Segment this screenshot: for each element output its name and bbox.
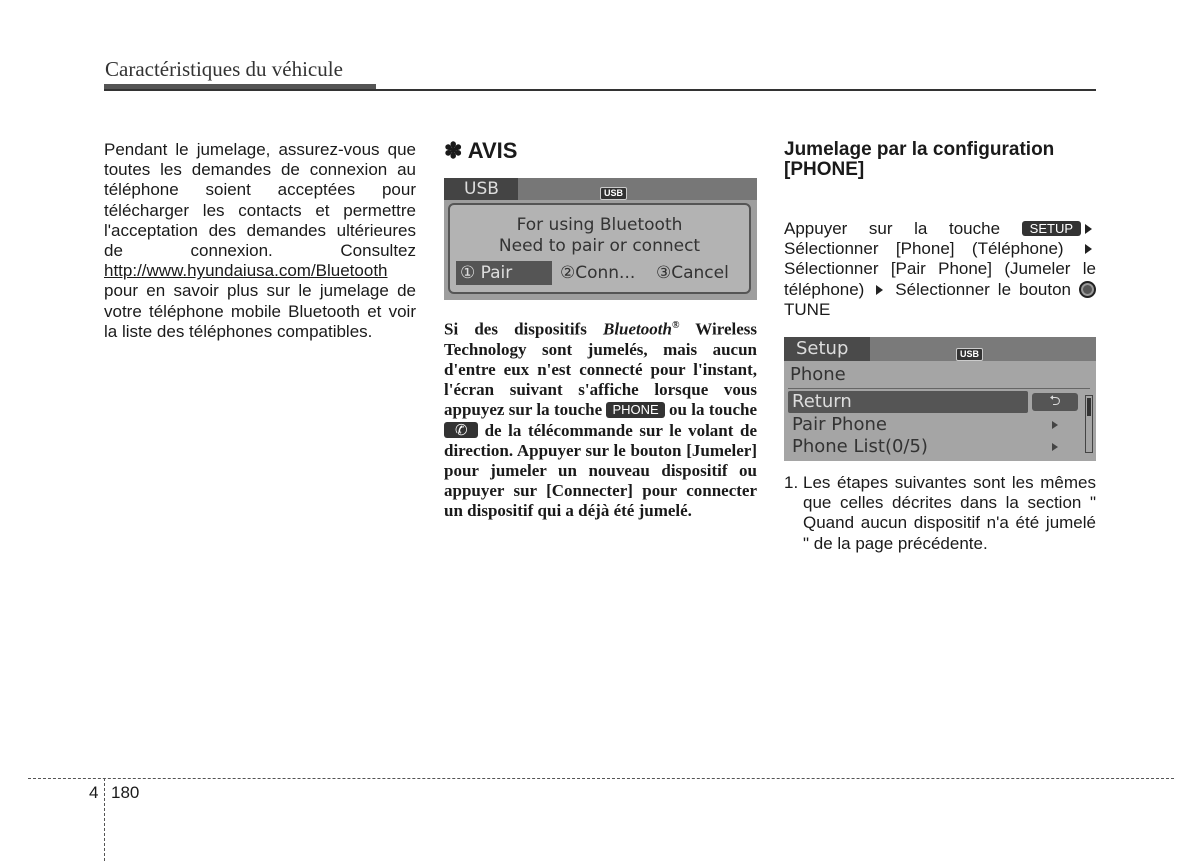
setup-key-badge: SETUP	[1022, 221, 1081, 236]
numbered-note	[784, 473, 1096, 554]
dialog-line-2: Need to pair or connect	[498, 236, 701, 256]
usb-icon: USB	[600, 187, 627, 200]
footer-vertical-rule	[104, 778, 105, 861]
instr-4: Sélectionner le bouton	[887, 279, 1079, 299]
chevron-right-icon	[1052, 421, 1058, 429]
avis-text-1: Si des dispositifs	[444, 319, 587, 339]
return-icon[interactable]: ⮌	[1032, 393, 1078, 411]
pairing-dialog	[448, 203, 751, 294]
bluetooth-link[interactable]: http://www.hyundaiusa.com/Bluetooth	[104, 261, 388, 281]
instr-3: Sélectionner [Pair Phone] (Jumeler le téléphone)	[784, 259, 1096, 299]
usb-tab: USB	[444, 178, 518, 200]
call-glyph: ✆	[455, 420, 468, 439]
footer-rule	[28, 778, 1174, 779]
scrollbar-thumb[interactable]	[1087, 398, 1091, 416]
call-key-icon	[444, 422, 478, 438]
chapter-number: 4	[89, 783, 99, 802]
phone-key-badge: PHONE	[606, 402, 664, 418]
col1-text-after-link: pour en savoir plus sur le jumelage de votre téléphone mobile Bluetooth et voir la liste des téléphones compatibles.	[104, 281, 416, 341]
phone-menu-title: Phone	[790, 364, 846, 385]
pair-option[interactable]: ① Pair	[456, 261, 552, 285]
bluetooth-pairing-screen	[444, 178, 757, 300]
avis-paragraph	[444, 316, 757, 522]
list-number: 1.	[784, 473, 799, 492]
setup-tab: Setup	[784, 337, 870, 361]
bluetooth-term: Bluetooth	[603, 319, 672, 339]
arrow-right-icon	[1085, 224, 1092, 234]
pairing-setup-heading: Jumelage par la configuration [PHONE]	[784, 139, 1055, 180]
list-text: Les étapes suivantes sont les mêmes que celles décrites dans la section " Quand aucun dispositif n'a été jumelé " de la page précédente.	[803, 473, 1096, 553]
avis-text-2: Wireless Technology sont jumelés, mais aucun d'entre eux n'est connecté pour l'instant, l'écran suivant s'affiche lorsque vous appuyez sur la touche	[444, 319, 757, 420]
pairing-setup-instructions	[784, 219, 1096, 320]
connect-option[interactable]: ②Conn...	[560, 263, 636, 283]
setup-phone-screen	[784, 337, 1096, 461]
page-number: 180	[111, 783, 140, 802]
menu-item-return[interactable]: Return	[788, 391, 1028, 413]
avis-text-4: de la télécommande sur le volant de direction. Appuyer sur le bouton [Jumeler] pour jumeler un nouveau dispositif ou appuyer sur [Connecter] pour connecter un dispositif qui a déjà été jumelé.	[444, 420, 757, 521]
cancel-option[interactable]: ③Cancel	[656, 263, 729, 283]
dialog-line-1: For using Bluetooth	[516, 215, 683, 235]
chevron-right-icon	[1052, 443, 1058, 451]
instr-2: Sélectionner [Phone] (Téléphone)	[784, 239, 1081, 259]
avis-heading: ✽ AVIS	[444, 138, 518, 163]
page-header-title: Caractéristiques du véhicule	[105, 57, 343, 81]
avis-text-3: ou la touche	[664, 400, 757, 420]
col1-text-before-link: Pendant le jumelage, assurez-vous que toutes les demandes de connexion au téléphone soient acceptées pour télécharger les contacts et permettre l'acceptation des demandes ultérieures de connexion. Consultez	[104, 140, 416, 261]
instr-1: Appuyer sur la touche	[784, 219, 1022, 238]
instr-5: TUNE	[784, 299, 831, 319]
menu-item-phone-list[interactable]: Phone List(0/5)	[792, 436, 928, 457]
menu-divider	[788, 388, 1090, 389]
menu-item-pair-phone[interactable]: Pair Phone	[792, 414, 887, 435]
header-rule	[104, 89, 1096, 91]
scrollbar[interactable]	[1085, 395, 1093, 453]
column-1-paragraph	[104, 140, 416, 342]
registered-mark: ®	[671, 320, 680, 331]
arrow-right-icon	[1085, 244, 1092, 254]
usb-icon: USB	[956, 348, 983, 361]
arrow-right-icon	[876, 285, 883, 295]
tune-knob-icon	[1079, 281, 1096, 298]
